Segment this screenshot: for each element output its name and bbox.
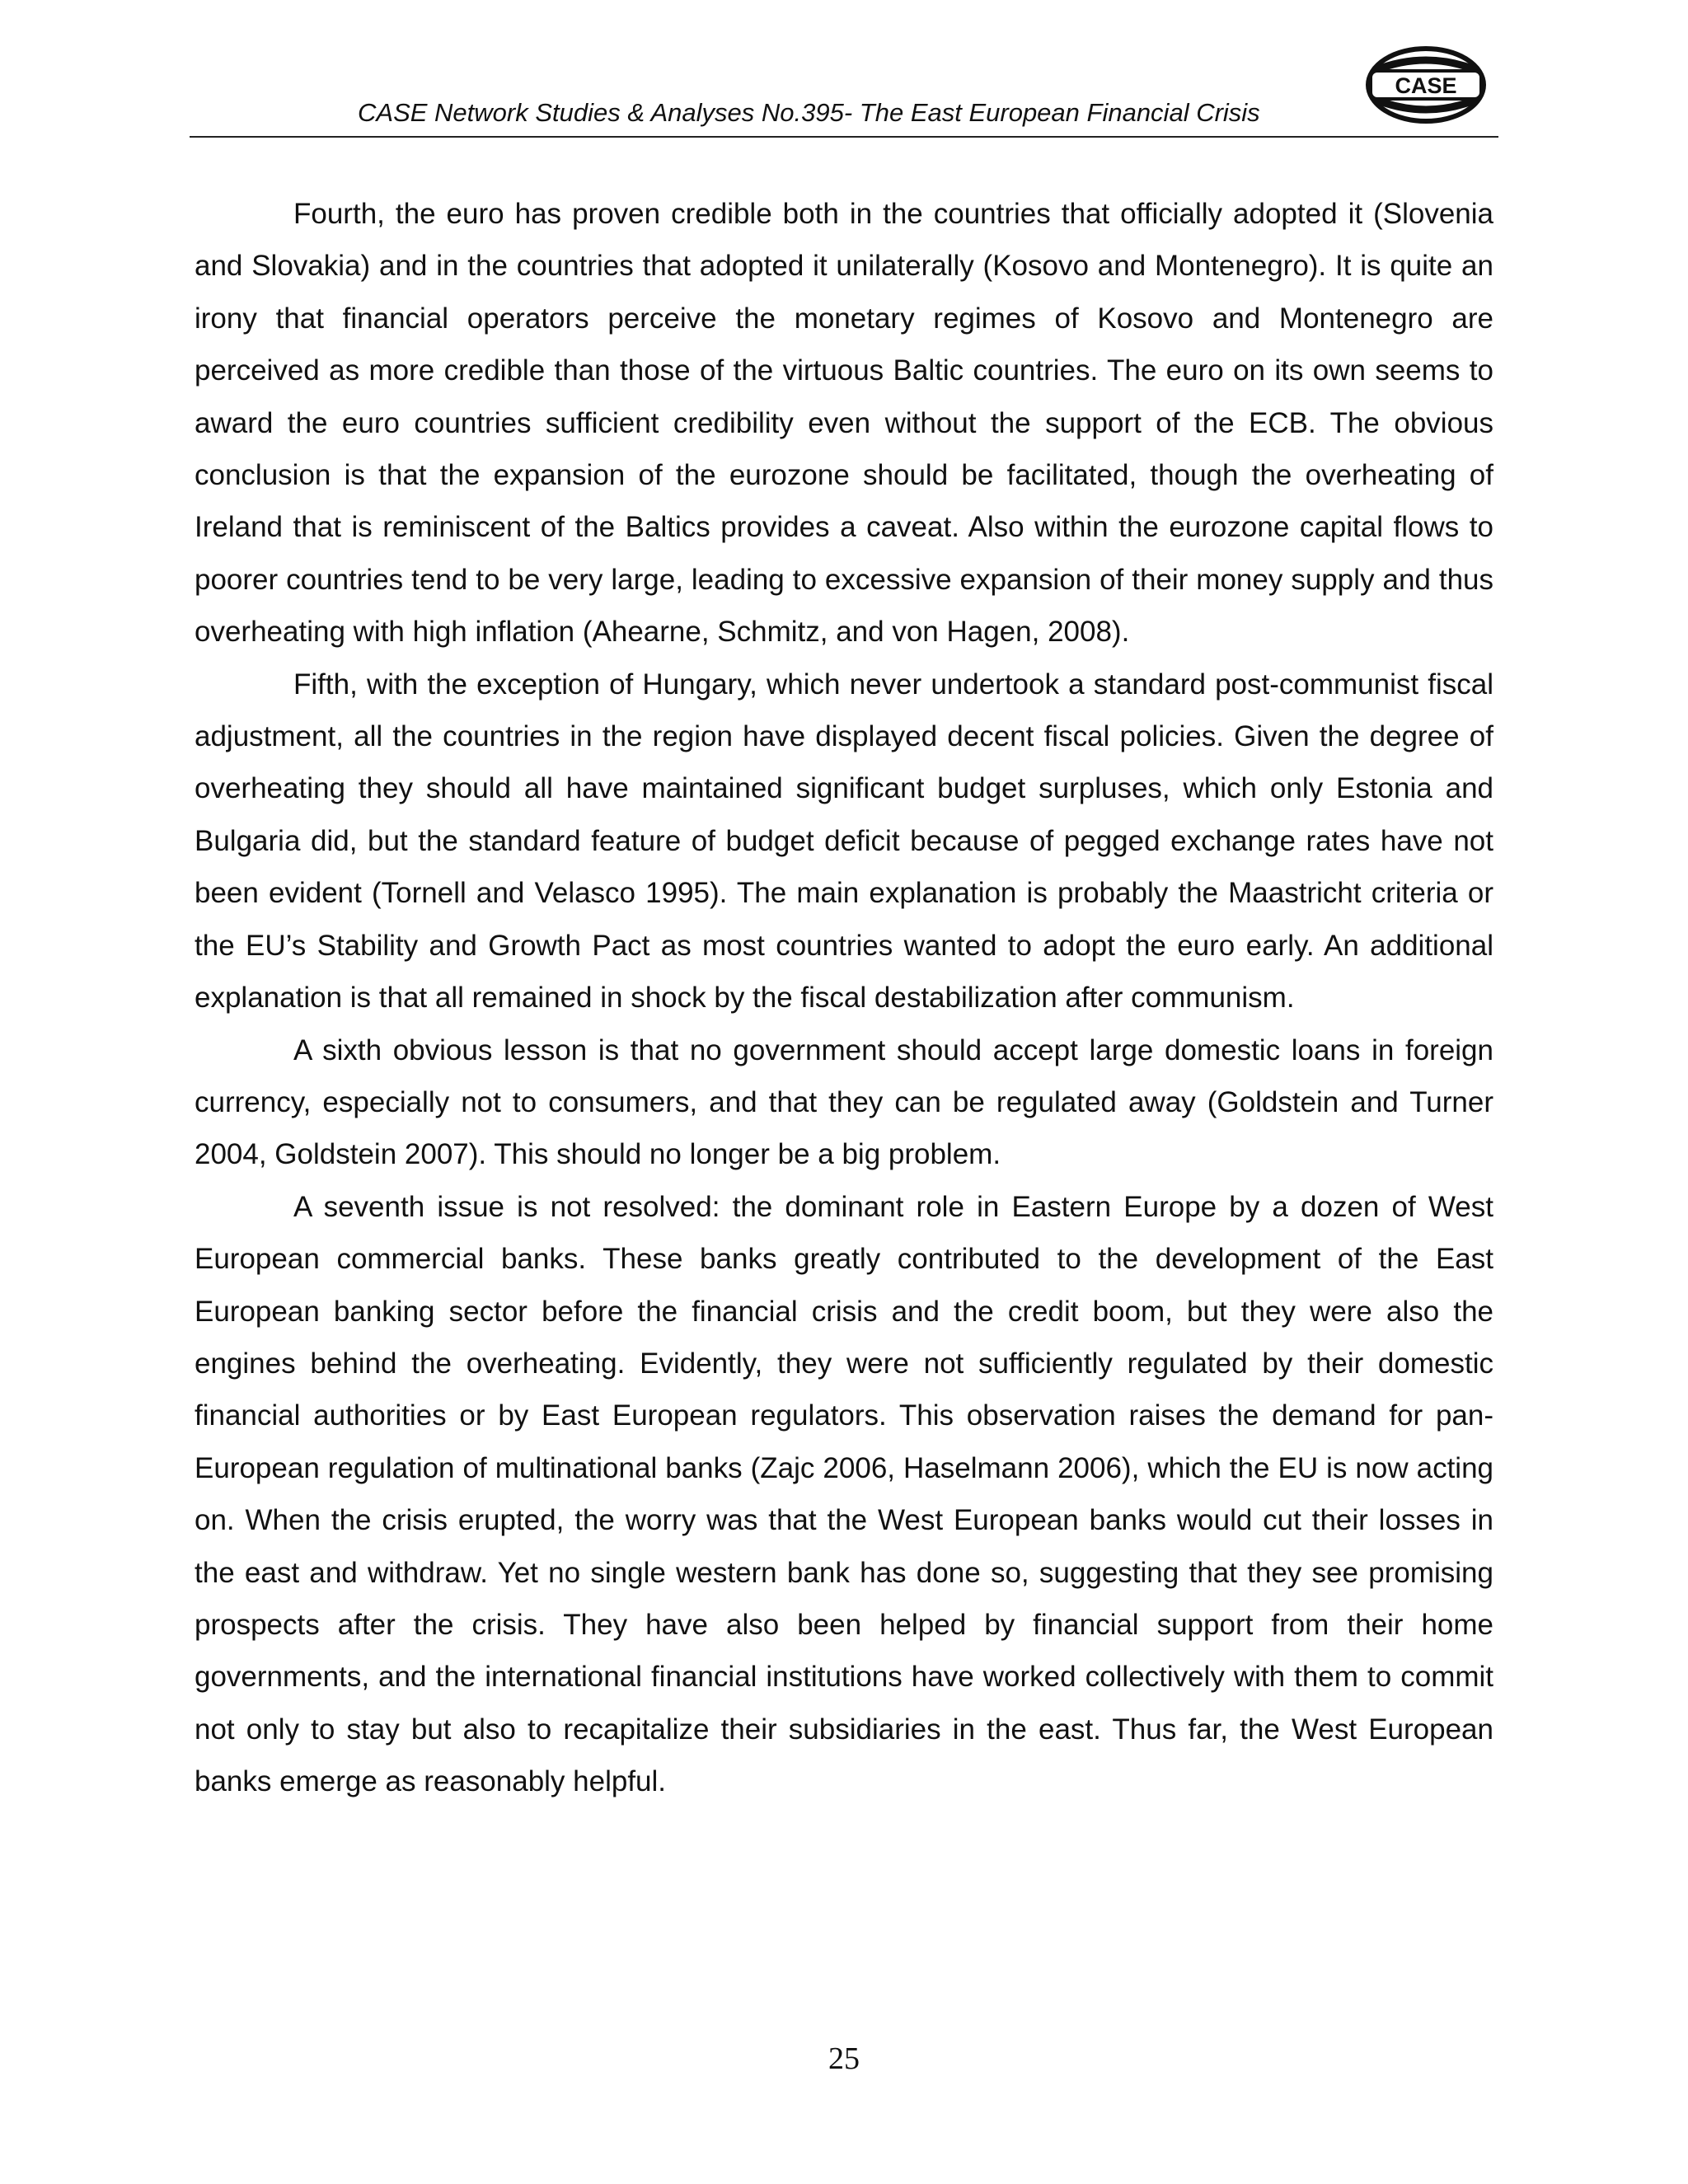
- paragraph-fifth-lesson: Fifth, with the exception of Hungary, which never undertook a standard post-communist fiscal adjustment, all the countries in the region have displayed decent fiscal policies. Given the degree of overheating they should all have maintained significant budget surpluses, which only Estonia and Bulgaria did, but the standard feature of budget deficit because of pegged exchange rates have not been evident (Tornell and Velasco 1995). The main explanation is probably the Maastricht criteria or the EU’s Stability and Growth Pact as most countries wanted to adopt the euro early. An additional explanation is that all remained in shock by the fiscal destabilization after communism.: [195, 668, 1493, 1015]
- case-logo-text: CASE: [1395, 73, 1457, 98]
- paragraph-sixth-lesson: A sixth obvious lesson is that no government should accept large domestic loans in foreign currency, especially not to consumers, and that they can be regulated away (Goldstein and Turner 2004, Goldstein 2007). This should no longer be a big problem.: [195, 1033, 1493, 1171]
- case-logo: [1364, 45, 1488, 124]
- page-number: 25: [828, 2041, 860, 2076]
- body-text: [195, 188, 1493, 1808]
- paragraph-fourth-lesson: Fourth, the euro has proven credible both in the countries that officially adopted it (Slovenia and Slovakia) and in the countries that adopted it unilaterally (Kosovo and Montenegro). It is quite an irony that financial operators perceive the monetary regimes of Kosovo and Montenegro are perceived as more credible than those of the virtuous Baltic countries. The euro on its own seems to award the euro countries sufficient credibility even without the support of the ECB. The obvious conclusion is that the expansion of the eurozone should be facilitated, though the overheating of Ireland that is reminiscent of the Baltics provides a caveat. Also within the eurozone capital flows to poorer countries tend to be very large, leading to excessive expansion of their money supply and thus overheating with high inflation (Ahearne, Schmitz, and von Hagen, 2008).: [195, 198, 1493, 649]
- header-title: CASE Network Studies & Analyses No.395- The East European Financial Crisis: [358, 98, 1260, 127]
- page-header: [190, 45, 1498, 138]
- paragraph-seventh-issue: A seventh issue is not resolved: the dominant role in Eastern Europe by a dozen of West European commercial banks. These banks greatly contributed to the development of the East European banking sector before the financial crisis and the credit boom, but they were also the engines behind the overheating. Evidently, they were not sufficiently regulated by their domestic financial authorities or by East European regulators. This observation raises the demand for pan-European regulation of multinational banks (Zajc 2006, Haselmann 2006), which the EU is now acting on. When the crisis erupted, the worry was that the West European banks would cut their losses in the east and withdraw. Yet no single western bank has done so, suggesting that they see promising prospects after the crisis. They have also been helped by financial support from their home governments, and the international financial institutions have worked collectively with them to commit not only to stay but also to recapitalize their subsidiaries in the east. Thus far, the West European banks emerge as reasonably helpful.: [195, 1190, 1493, 1798]
